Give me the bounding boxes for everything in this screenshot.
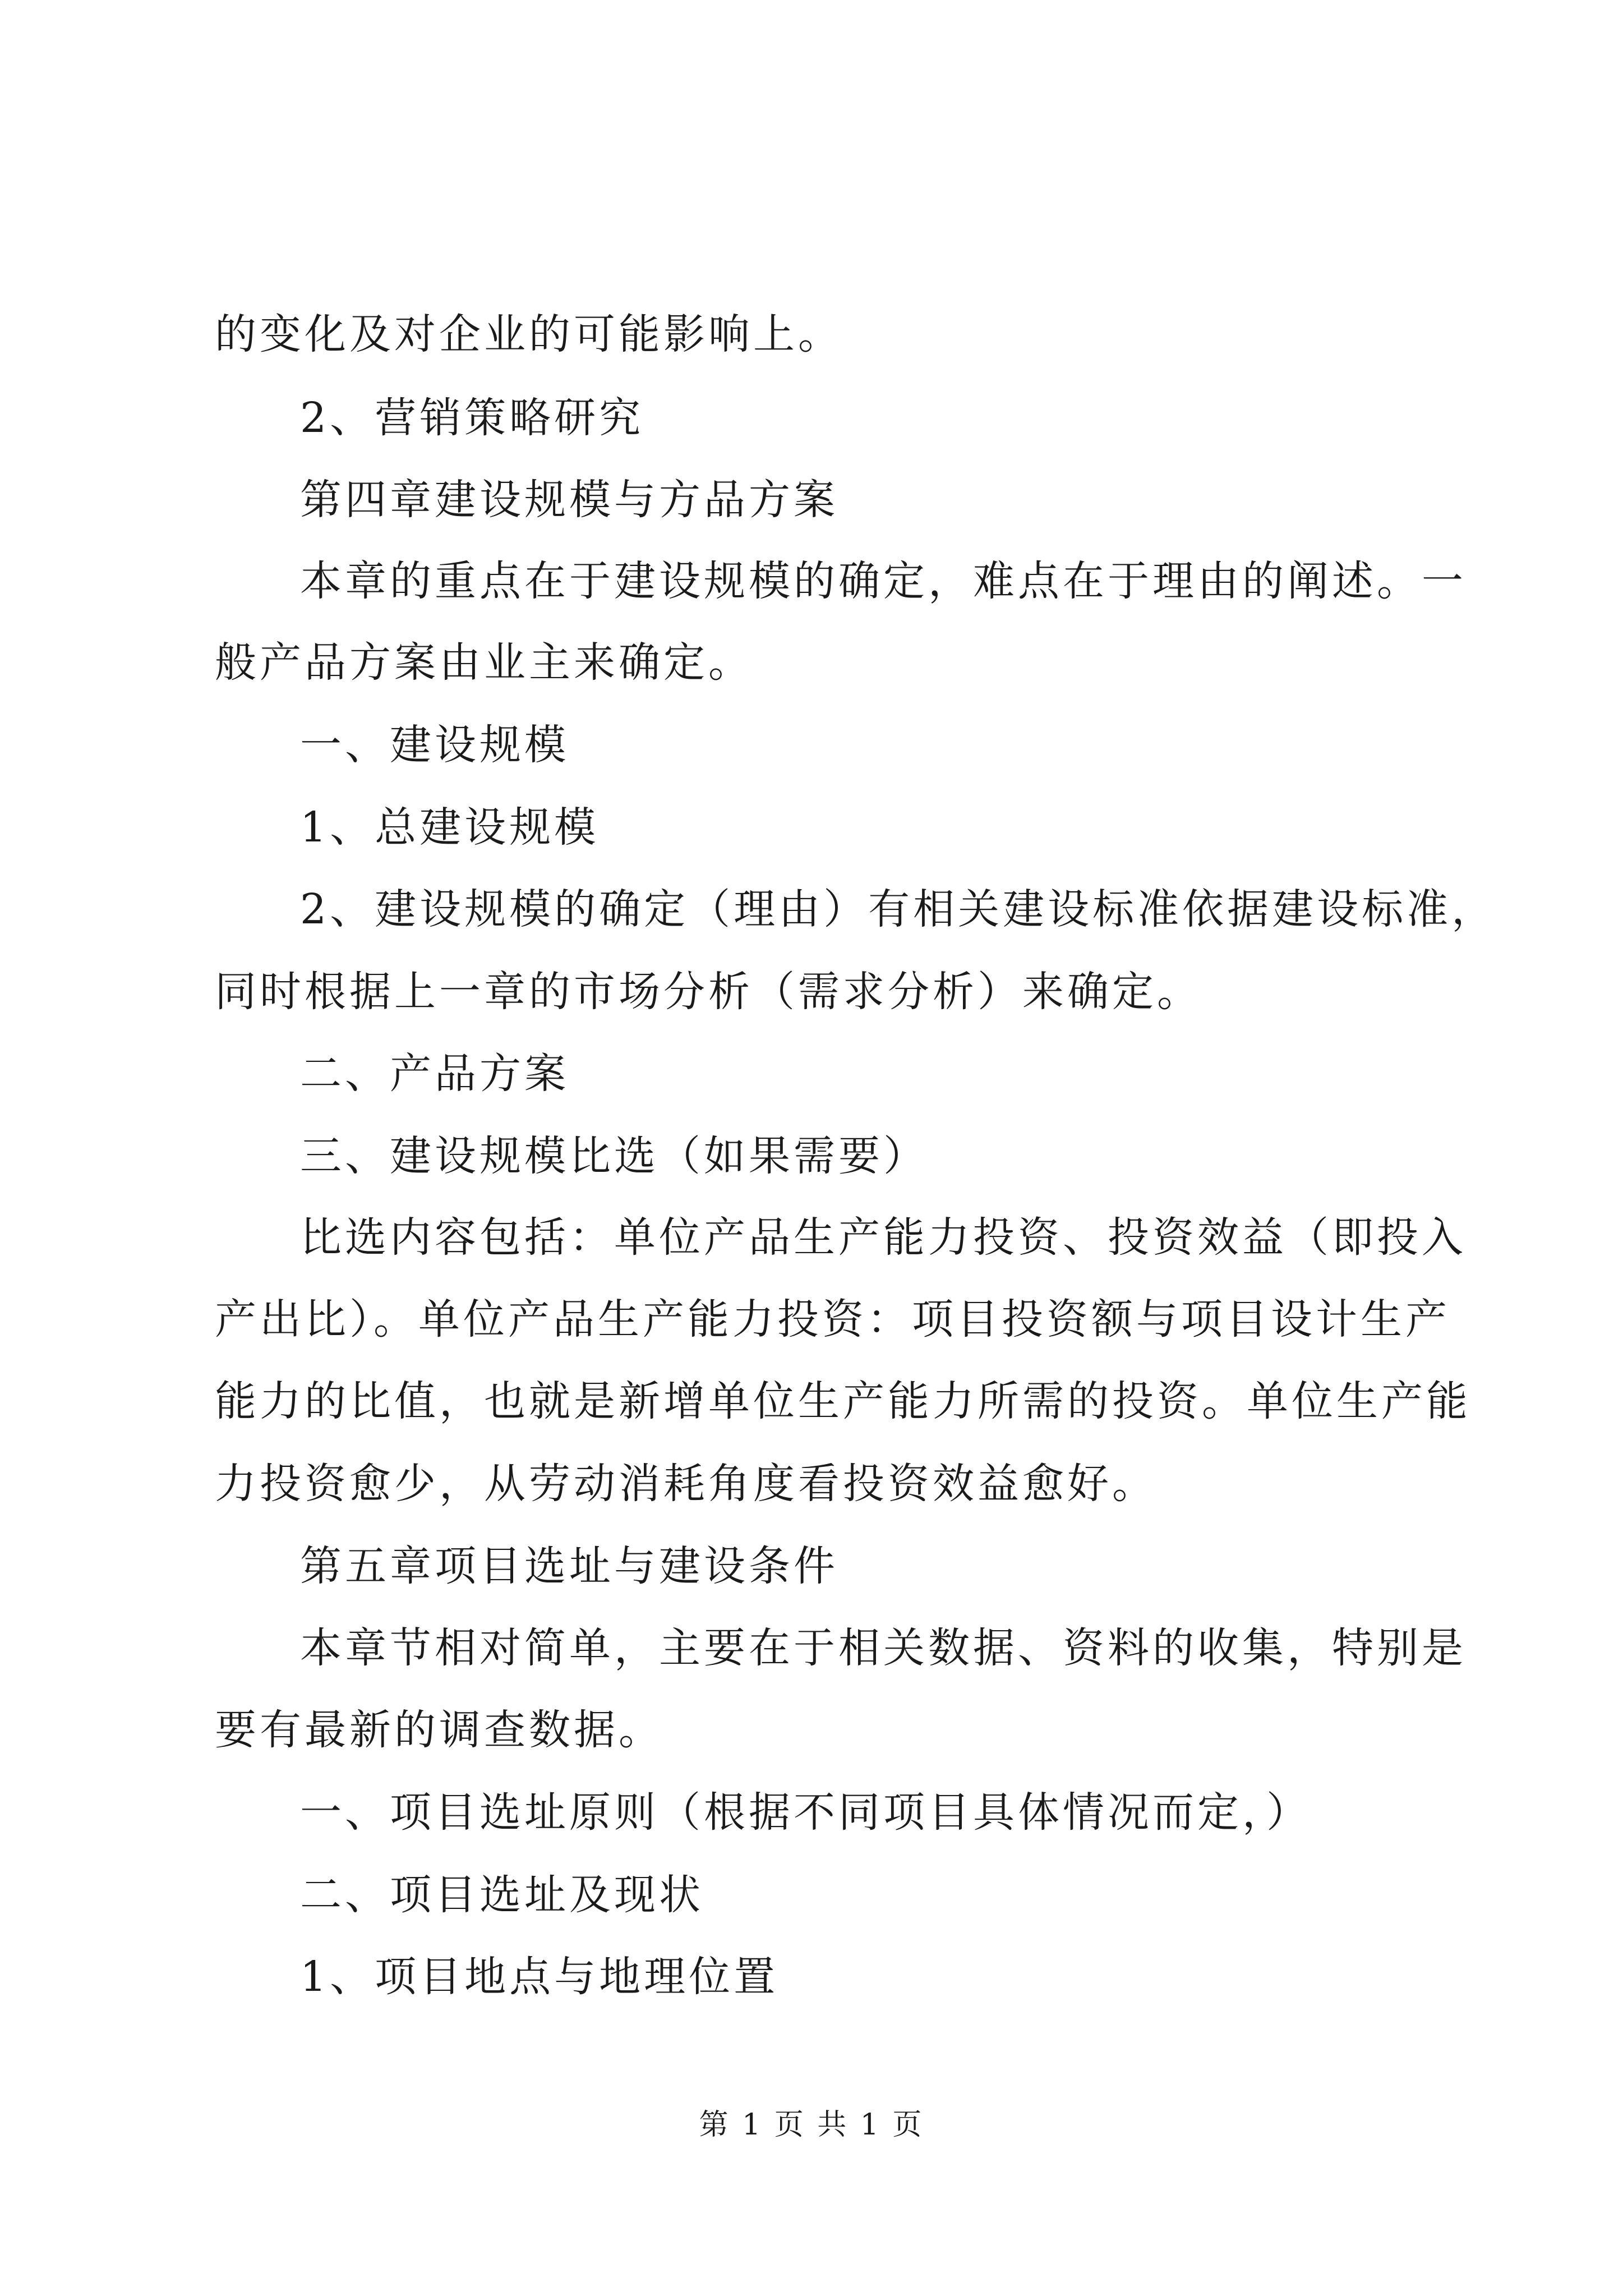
text-line: 2、建设规模的确定（理由）有相关建设标准依据建设标准， [300,885,1497,933]
text-line: 的变化及对企业的可能影响上。 [215,310,843,358]
section-heading: 第五章项目选址与建设条件 [300,1542,838,1590]
text-line: 般产品方案由业主来确定。 [215,638,753,687]
text-line: 能力的比值，也就是新增单位生产能力所需的投资。单位生产能 [215,1377,1471,1425]
text-line: 二、产品方案 [300,1050,569,1098]
text-line: 一、项目选址原则（根据不同项目具体情况而定，） [300,1788,1311,1837]
text-line: 2、营销策略研究 [300,394,644,442]
text-line: 三、建设规模比选（如果需要） [300,1132,928,1180]
text-line: 一、建设规模 [300,721,569,769]
text-line: 力投资愈少，从劳动消耗角度看投资效益愈好。 [215,1460,1157,1508]
text-line: 1、项目地点与地理位置 [300,1953,779,2001]
text-line: 二、项目选址及现状 [300,1871,704,1919]
text-line: 同时根据上一章的市场分析（需求分析）来确定。 [215,968,1202,1016]
text-line: 本章的重点在于建设规模的确定，难点在于理由的阐述。一 [300,557,1467,605]
page-number-footer: 第 1 页 共 1 页 [699,2108,924,2142]
text-line: 比选内容包括：单位产品生产能力投资、投资效益（即投入 [300,1213,1467,1262]
text-line: 本章节相对简单，主要在于相关数据、资料的收集，特别是 [300,1624,1467,1672]
text-line: 要有最新的调查数据。 [215,1706,663,1754]
text-line: 1、总建设规模 [300,803,600,852]
section-heading: 第四章建设规模与方品方案 [300,476,838,524]
text-line: 产出比）。单位产品生产能力投资：项目投资额与项目设计生产 [215,1295,1450,1343]
